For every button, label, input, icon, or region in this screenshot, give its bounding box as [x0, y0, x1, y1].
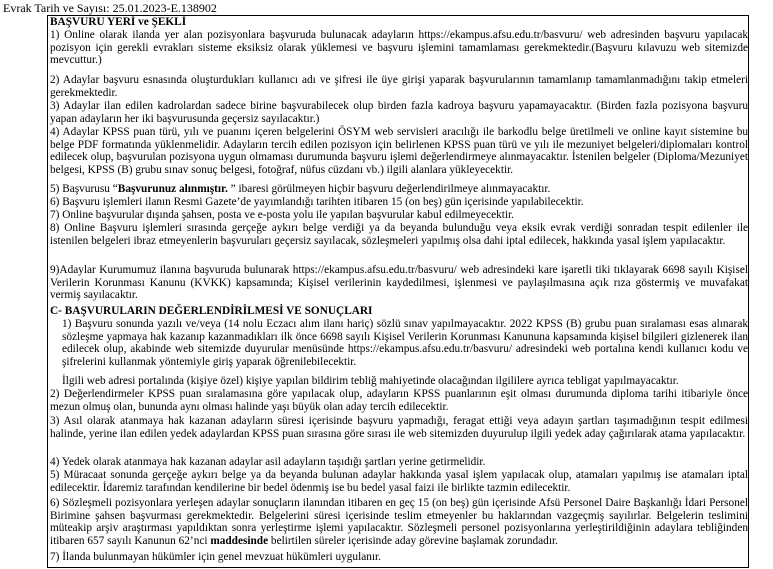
section-title-evaluation: C- BAŞVURULARIN DEĞERLENDİRİLMESİ VE SONUÇLARI — [50, 305, 373, 317]
paragraph-2-3: 3) Asıl olarak atanmaya hak kazanan adayların süresi içerisinde başvuru yapmadığı, feragat ettiği veya adayın şartları taşımadığının tespit edilmesi halinde, yerine ilan edilen yedek adaylardan KPSS puan sırasına göre sırası ile web sitemizden duyurulup ilgili yedek aday çağırılarak atama yapılacaktır. — [50, 415, 748, 440]
paragraph-1-1: 1) Online olarak ilanda yer alan pozisyonlara başvuruda bulunacak adayların https://ekampus.afsu.edu.tr/basvuru/ web adresinden başvuru yapılacak pozisyon için gerekli evrakları sisteme eksiksiz olarak yüklemesi ve başvuru işlemini tamamlaması gerekmektedir.(Başvuru kılavuzu web sitemizde mevcuttur.) — [50, 29, 748, 67]
paragraph-2-1b: İlgili web adresi portalında (kişiye özel) kişiye yapılan bildirim tebliğ mahiyetinde olacağından ilgililere ayrıca tebligat yapılmayacaktır. — [62, 375, 679, 387]
p15-pre: 5) Başvurusu “ — [50, 183, 118, 195]
p15-post: ” ibaresi görülmeyen hiçbir başvuru değerlendirilmeye alınmayacaktır. — [227, 183, 551, 195]
p15-bold: Başvurunuz alınmıştır. — [117, 183, 228, 195]
paragraph-2-5: 5) Müracaat sonunda gerçeğe aykırı belge ya da beyanda bulunan adaylar hakkında yasal işlem yapılacak olup, atamaları yapılmış ise atamaları iptal edilecektir. İdaremiz tarafından kendilerine bir bedel ödenmiş ise bu bedel yasal faizi ile birlikte tazmin edilecektir. — [50, 469, 748, 494]
p26-bold: maddesinde — [210, 535, 269, 548]
paragraph-2-4: 4) Yedek olarak atanmaya hak kazanan adaylar asil adayların taşıdığı şartları yerine getirmelidir. — [50, 456, 486, 468]
p26-post: belirtilen süreler içerisinde aday görevine başlamak zorundadır. — [268, 535, 558, 548]
paragraph-1-7: 7) Online başvurular dışında şahsen, posta ve e-posta yolu ile yapılan başvurular kabul edilmeyecektir. — [50, 209, 514, 221]
paragraph-1-8: 8) Online Başvuru işlemleri sırasında gerçeğe aykırı belge verdiği ya da beyanda bulunduğu veya eksik evrak verdiği sonradan tespit edilenler ile istenilen belgeleri ibraz etmeyenlerin başvuruları geçersiz sayılacak, sözleşmeleri yapılmış olsa dahi iptal edilecek, hakkında yasal işlem yapılacaktır. — [50, 222, 748, 247]
section-title-application: BAŞVURU YERİ ve ŞEKLİ — [50, 16, 187, 28]
paragraph-2-1: 1) Başvuru sonunda yazılı ve/veya (14 nolu Eczacı alım ilanı hariç) sözlü sınav yapılmayacaktır. 2022 KPSS (B) grubu puan sıralaması esas alınarak sözleşme yapmaya hak kazanıp kazanmadıkları ilk önce 6698 sayılı Kişisel Verilerin Korunması Kanununa kapsamında kişisel bilgileri gizlenerek ilan edilecek olup, akabinde web sitemizde duyurular menüsünde https://ekampus.afsu.edu.tr/basvuru/ adresindeki web portalına kendi kullanıcı kodu ve şifrelerini kullanmak yöntemiyle giriş yaparak öğrenilebilecektir. — [62, 318, 748, 369]
p26-pre: 6) Sözleşmeli pozisyonlara yerleşen adaylar sonuçların ilanından itibaren en geç 15 (on beş) gün içerisinde Afsü Personel Daire Başkanlığı İdari Personel Birimine şahsen başvurması gerekmektedir. Belgelerini süresi içerisinde teslim etmeyenler bu haklarından vazgeçmiş sayılırlar. Belgelerin teslimini müteakip arşiv araştırması yapıldıktan sonra yerleştirme işlemi yapılacaktır. Sözleşmeli personel pozisyonlarına yerleştirildiğinin adaylara tebliğinden itibaren 657 sayılı Kanunun 62’nci — [50, 497, 748, 548]
paragraph-1-3: 3) Adaylar ilan edilen kadrolardan sadece birine başvurabilecek olup birden fazla kadroya başvuru yapamayacaktır. (Birden fazla pozisyona başvuru yapan adayların her iki başvurusunda geçersiz sayılacaktır.) — [50, 100, 748, 125]
paragraph-1-4: 4) Adaylar KPSS puan türü, yılı ve puanını içeren belgelerini ÖSYM web servisleri aracılığı ile barkodlu belge üretilmeli ve online kayıt sistemine bu belge PDF formatında yüklenmelidir. Adayların tercih edilen pozisyon için belirlenen KPSS puan türü ve yılı ile mezuniyet belgeleri/diplomaları kontrol edilecek olup, başvurulan pozisyona uygun olmaması durumunda başvuru işlemi değerlendirmeye alınmayacaktır. İstenilen belgeler (Diploma/Mezuniyet belgesi, KPSS (B) grubu sınav sonuç belgesi, fotoğraf, nüfus cüzdanı vb.) ilgili alanlara yükleyecektir. — [50, 126, 748, 177]
paragraph-1-6: 6) Başvuru işlemleri ilanın Resmi Gazete’de yayımlandığı tarihten itibaren 15 (on beş) gün içerisinde yapılabilecektir. — [50, 196, 584, 208]
paragraph-1-5 — [50, 183, 748, 196]
paragraph-2-6 — [50, 497, 748, 548]
paragraph-2-7: 7) İlanda bulunmayan hükümler için genel mevzuat hükümleri uygulanır. — [50, 551, 381, 563]
paragraph-1-2: 2) Adaylar başvuru esnasında oluşturdukları kullanıcı adı ve şifresi ile üye girişi yaparak başvurularının tamamlanıp tamamlanmadığını takip etmeleri gerekmektedir. — [50, 74, 748, 99]
document-reference: Evrak Tarih ve Sayısı: 25.01.2023-E.138902 — [3, 1, 217, 15]
paragraph-1-9: 9)Adaylar Kurumumuz ilanına başvuruda bulunarak https://ekampus.afsu.edu.tr/basvuru/ web adresindeki kare işaretli tiki tıklayarak 6698 sayılı Kişisel Verilerin Korunması Kanunu (KVKK) kapsamında; Kişisel verilerinin kaydedilmesi, işlenmesi ve paylaşılmasına açık rıza göstermiş ve muvafakat vermiş sayılacaktır. — [50, 264, 748, 302]
paragraph-2-2: 2) Değerlendirmeler KPSS puan sıralamasına göre yapılacak olup, adayların KPSS puanlarının eşit olması durumunda diploma tarihi itibariyle önce mezun olmuş olan, bununda aynı olması halinde yaşı büyük olan aday tercih edilecektir. — [50, 388, 748, 413]
